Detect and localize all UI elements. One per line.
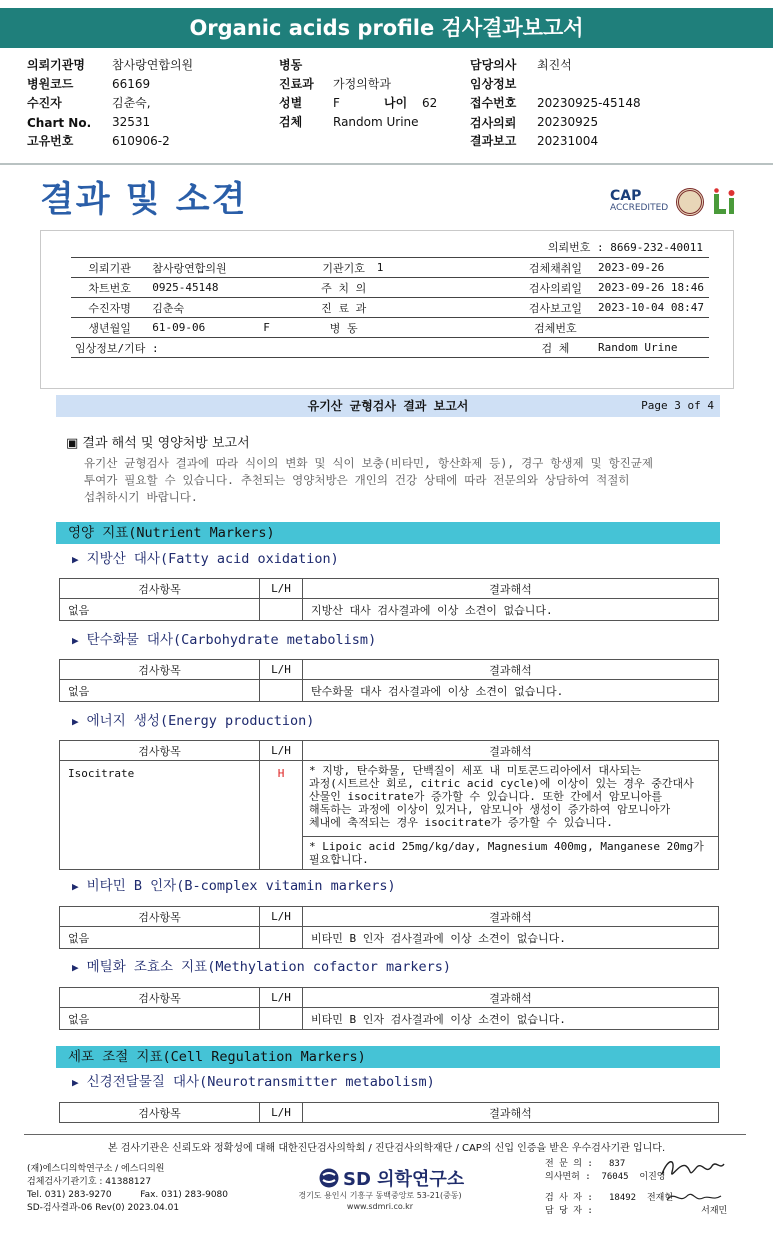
cell-value: 참사랑연합의원 [148,258,314,278]
interpretation-heading: ▣ 결과 해석 및 영양처방 보고서 [66,436,250,451]
signature-2 [665,1186,725,1208]
th-item: 검사항목 [60,741,260,761]
th-lh: L/H [260,988,303,1008]
label: 담당의사 [470,58,517,72]
patient-row [71,298,709,318]
institution-value: 참사랑연합의원 [112,58,194,72]
page-indicator: Page 3 of 4 [641,399,714,412]
cell-label: 검체채취일 [517,258,594,278]
label: 결과보고 [470,134,517,148]
patient-row [71,318,709,338]
triangle-icon: ▶ [72,880,79,893]
sex-value: F [333,96,340,110]
cell-value: 2023-09-26 18:46 [594,278,709,298]
lab-contact: (재)에스디의학연구소 / 에스디의원 검체검사기관기호 : 41388127 Tel. 031) 283-9270 Fax. 031) 283-9080 SD-검사결과-06 Rev(0) 2023.04.01 [27,1164,229,1213]
receipt-value: 20230925-45148 [537,96,641,110]
high-flag: H [260,761,303,870]
lab-address: 경기도 용인시 기흥구 동백중앙로 53-21(중동) www.sdmri.co.kr [298,1191,462,1211]
th-interp: 결과해석 [303,741,719,761]
th-interp: 결과해석 [303,1103,719,1123]
label: 검체 [279,115,303,129]
cell-value [373,278,517,298]
table-vitb [59,906,719,949]
label: Chart No. [27,116,92,130]
cell-label: 의뢰기관 [71,258,148,278]
cell-value: 0925-45148 [148,278,314,298]
cell-label: 병 동 [315,318,373,338]
energy-para2: * Lipoic acid 25mg/kg/day, Magnesium 400mg, Manganese 20mg가 필요합니다. [303,837,719,870]
cell-label: 생년월일 [71,318,148,338]
age-value: 62 [422,96,438,110]
cell-value: 2023-09-26 [594,258,709,278]
th-lh: L/H [260,660,303,680]
signature-1 [658,1152,728,1184]
label: 의뢰기관명 [27,58,85,72]
footer-divider [24,1134,746,1135]
triangle-icon: ▶ [72,961,79,974]
table-fatty [59,578,719,621]
label: 임상정보 [470,77,517,91]
th-item: 검사항목 [60,988,260,1008]
cell-value: 2023-10-04 08:47 [594,298,709,318]
label: 병동 [279,58,303,72]
triangle-icon: ▶ [72,553,79,566]
cell-label: 검사의뢰일 [517,278,594,298]
unique-value: 610906-2 [112,134,170,148]
request-number: 의뢰번호 : 8669-232-40011 [547,241,703,254]
subhead-methyl: ▶ 메틸화 조효소 지표(Methylation cofactor markers) [72,959,452,975]
subhead-neuro: ▶ 신경전달물질 대사(Neurotransmitter metabolism) [72,1074,435,1090]
triangle-icon: ▶ [72,634,79,647]
cell-label: 검사보고일 [517,298,594,318]
hospital-code-value: 66169 [112,77,151,91]
header-divider [0,163,773,165]
seal-icon [676,188,704,216]
th-item: 검사항목 [60,579,260,599]
th-lh: L/H [260,1103,303,1123]
patient-row [71,278,709,298]
report-band [56,395,720,417]
th-item: 검사항목 [60,1103,260,1123]
interpretation-text: 유기산 균형검사 결과에 따라 식이의 변화 및 식이 보충(비타민, 항산화제 등), 경구 항생제 및 항진균제 투여가 필요할 수 있습니다. 추천되는 영양처방은 개인의 건강 상태에 따라 전문의와 상담하여 적절히 섭취하시기 바랍니다. [84,456,653,504]
table-energy [59,740,719,870]
requested-value: 20230925 [537,115,599,129]
label: 진료과 [279,77,314,91]
dept-value: 가정의학과 [333,77,391,91]
th-interp: 결과해석 [303,660,719,680]
cell-value: 김춘숙 [148,298,314,318]
specimen-value: Random Urine [333,115,419,129]
table-row: 없음 지방산 대사 검사결과에 이상 소견이 없습니다. [60,599,719,621]
th-interp: 결과해석 [303,907,719,927]
triangle-icon: ▶ [72,715,79,728]
th-lh: L/H [260,907,303,927]
cell-label: 진 료 과 [315,298,373,318]
cell-label: 임상정보/기타 : [71,338,517,358]
table-methyl [59,987,719,1030]
label: 고유번호 [27,134,74,148]
th-lh: L/H [260,579,303,599]
patient-value: 김춘숙, [112,96,151,110]
label: 병원코드 [27,77,74,91]
label: 성별 [279,96,303,110]
table-neuro [59,1102,719,1123]
reported-value: 20231004 [537,134,599,148]
cell-value: Random Urine [594,338,709,358]
cell-label: 검체번호 [517,318,594,338]
table-row: 없음 비타민 B 인자 검사결과에 이상 소견이 없습니다. [60,1008,719,1030]
label: 수진자 [27,96,62,110]
patient-table [71,257,709,358]
table-row: 없음 비타민 B 인자 검사결과에 이상 소견이 없습니다. [60,927,719,949]
sd-logo: SD 의학연구소 [318,1165,464,1191]
cell-value: 1 [373,258,517,278]
patient-row [71,258,709,278]
section-nutrient: 영양 지표(Nutrient Markers) [56,522,720,544]
label: 나이 [384,96,408,110]
subhead-carb: ▶ 탄수화물 대사(Carbohydrate metabolism) [72,632,377,648]
patient-info-box [40,230,734,389]
results-title: 결과 및 소견 [40,180,248,220]
cell-value: 61-09-06 F [148,318,314,338]
chart-value: 32531 [112,115,151,129]
subhead-fatty: ▶ 지방산 대사(Fatty acid oxidation) [72,551,339,567]
label: 접수번호 [470,96,517,110]
sd-logo-icon [318,1168,340,1188]
cell-label: 기관기호 [315,258,373,278]
accreditation-note: 본 검사기관은 신뢰도와 정확성에 대해 대한진단검사의학회 / 진단검사의학재단 / CAP의 신입 인증을 받은 우수검사기관 입니다. [107,1143,666,1154]
cell-label: 차트번호 [71,278,148,298]
cell-label: 검 체 [517,338,594,358]
cell-value [594,318,709,338]
patient-row [71,338,709,358]
table-carb [59,659,719,702]
section-cell: 세포 조절 지표(Cell Regulation Markers) [56,1046,720,1068]
li-logo [712,188,738,216]
table-row: Isocitrate H * 지방, 탄수화물, 단백질이 세포 내 미토콘드리아에서 대사되는 과정(시트르산 회로, citric acid cycle)에 이상이 있는 경우 중간대사 산물인 isocitrate가 증가할 수 있습니다. 또한 간에서 암모니아를 해독하는 과정에 이상이 있거나, 암모니아 생성이 증가하여 암모니아가 체내에 축적되는 경우 isocitrate가 증가할 수 있습니다. [60,761,719,837]
doctor-value: 최진석 [537,58,572,72]
cell-value [373,298,517,318]
th-item: 검사항목 [60,660,260,680]
subhead-vitb: ▶ 비타민 B 인자(B-complex vitamin markers) [72,878,396,894]
cell-label: 주 치 의 [315,278,373,298]
cap-logo: CAP ACCREDITED [610,188,669,213]
subhead-energy: ▶ 에너지 생성(Energy production) [72,713,315,729]
signatories: 전 문 의 : 837 의사면허 : 76045 이진영 검 사 자 : 18492 전재현 담 당 자 : 서재민 [545,1159,728,1216]
th-lh: L/H [260,741,303,761]
triangle-icon: ▶ [72,1076,79,1089]
report-title: Organic acids profile 검사결과보고서 [0,8,773,48]
th-item: 검사항목 [60,907,260,927]
table-row: 없음 탄수화물 대사 검사결과에 이상 소견이 없습니다. [60,680,719,702]
th-interp: 결과해석 [303,579,719,599]
accreditation-logos [610,186,738,218]
cell-label: 수진자명 [71,298,148,318]
band-title: 유기산 균형검사 결과 보고서 [307,399,469,413]
label: 검사의뢰 [470,116,517,130]
cell-value [373,318,517,338]
energy-para1: * 지방, 탄수화물, 단백질이 세포 내 미토콘드리아에서 대사되는 과정(시트르산 회로, citric acid cycle)에 이상이 있는 경우 중간대사 산물인 isocitrate가 증가할 수 있습니다. 또한 간에서 암모니아를 해독하는 과정에 이상이 있거나, 암모니아 생성이 증가하여 암모니아가 체내에 축적되는 경우 isocitrate가 증가할 수 있습니다. [303,761,719,837]
th-interp: 결과해석 [303,988,719,1008]
